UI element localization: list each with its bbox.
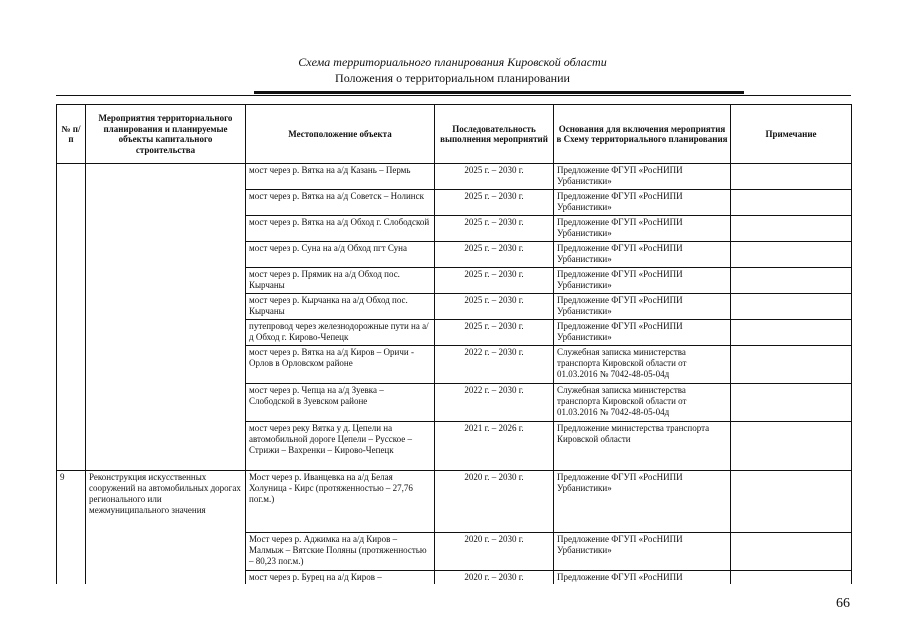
location-cell: мост через р. Вятка на а/д Киров – Оричи - Орлов в Орловском районе bbox=[246, 346, 435, 384]
basis-cell: Предложение ФГУП «РосНИПИ Урбанистики» bbox=[554, 533, 731, 571]
header-rule-thin bbox=[56, 95, 851, 96]
note-cell bbox=[731, 384, 852, 422]
header-location: Местоположение объекта bbox=[246, 105, 435, 164]
location-cell: мост через реку Вятка у д. Цепели на автомобильной дороге Цепели – Русское – Стрижи – Вахренки – Кирово-Чепецк bbox=[246, 422, 435, 471]
basis-cell: Предложение ФГУП «РосНИПИ Урбанистики» bbox=[554, 216, 731, 242]
basis-cell: Предложение министерства транспорта Кировской области bbox=[554, 422, 731, 471]
location-cell: мост через р. Вятка на а/д Обход г. Слободской bbox=[246, 216, 435, 242]
header-number: № п/п bbox=[57, 105, 86, 164]
header-rule-thick bbox=[254, 91, 744, 94]
location-cell: путепровод через железнодорожные пути на а/д Обход г. Кирово-Чепецк bbox=[246, 320, 435, 346]
period-cell: 2025 г. – 2030 г. bbox=[435, 242, 554, 268]
location-cell: мост через р. Чепца на а/д Зуевка – Слободской в Зуевском районе bbox=[246, 384, 435, 422]
note-cell bbox=[731, 216, 852, 242]
location-cell: мост через р. Кырчанка на а/д Обход пос. Кырчаны bbox=[246, 294, 435, 320]
note-cell bbox=[731, 533, 852, 571]
document-title: Схема территориального планирования Кировской области bbox=[298, 55, 607, 69]
period-cell: 2021 г. – 2026 г. bbox=[435, 422, 554, 471]
row-event-cell bbox=[86, 164, 246, 471]
location-cell: мост через р. Вятка на а/д Советск – Нолинск bbox=[246, 190, 435, 216]
note-cell bbox=[731, 571, 852, 585]
page-number: 66 bbox=[836, 596, 850, 611]
basis-cell: Служебная записка министерства транспорта Кировской области от 01.03.2016 № 7042-48-05-04д bbox=[554, 384, 731, 422]
row-event-cell: Реконструкция искусственных сооружений на автомобильных дорогах регионального или межмуниципального значения bbox=[86, 471, 246, 585]
period-cell: 2025 г. – 2030 г. bbox=[435, 320, 554, 346]
basis-cell: Предложение ФГУП «РосНИПИ Урбанистики» bbox=[554, 268, 731, 294]
period-cell: 2022 г. – 2030 г. bbox=[435, 384, 554, 422]
period-cell: 2020 г. – 2030 г. bbox=[435, 471, 554, 533]
location-cell: мост через р. Вятка на а/д Казань – Пермь bbox=[246, 164, 435, 190]
period-cell: 2025 г. – 2030 г. bbox=[435, 294, 554, 320]
location-cell: Мост через р. Аджимка на а/д Киров – Малмыж – Вятские Поляны (протяженностью – 80,23 пог.м.) bbox=[246, 533, 435, 571]
table-header-row bbox=[57, 105, 852, 164]
location-cell: мост через р. Суна на а/д Обход пгт Суна bbox=[246, 242, 435, 268]
location-cell: мост через р. Прямик на а/д Обход пос. Кырчаны bbox=[246, 268, 435, 294]
row-number-cell bbox=[57, 164, 86, 471]
basis-cell: Предложение ФГУП «РосНИПИ Урбанистики» bbox=[554, 294, 731, 320]
note-cell bbox=[731, 294, 852, 320]
planning-table bbox=[56, 104, 852, 585]
note-cell bbox=[731, 320, 852, 346]
note-cell bbox=[731, 268, 852, 294]
header-period: Последовательность выполнения мероприятий bbox=[435, 105, 554, 164]
period-cell: 2020 г. – 2030 г. bbox=[435, 571, 554, 585]
row-number-cell: 9 bbox=[57, 471, 86, 585]
note-cell bbox=[731, 190, 852, 216]
basis-cell: Предложение ФГУП «РосНИПИ bbox=[554, 571, 731, 585]
period-cell: 2025 г. – 2030 г. bbox=[435, 216, 554, 242]
note-cell bbox=[731, 242, 852, 268]
note-cell bbox=[731, 164, 852, 190]
basis-cell: Предложение ФГУП «РосНИПИ Урбанистики» bbox=[554, 190, 731, 216]
period-cell: 2025 г. – 2030 г. bbox=[435, 164, 554, 190]
location-cell: мост через р. Бурец на а/д Киров – bbox=[246, 571, 435, 585]
document-subtitle: Положения о территориальном планировании bbox=[335, 71, 570, 85]
header-basis: Основания для включения мероприятия в Схему территориального планирования bbox=[554, 105, 731, 164]
basis-cell: Предложение ФГУП «РосНИПИ Урбанистики» bbox=[554, 320, 731, 346]
note-cell bbox=[731, 471, 852, 533]
basis-cell: Предложение ФГУП «РосНИПИ Урбанистики» bbox=[554, 164, 731, 190]
basis-cell: Предложение ФГУП «РосНИПИ Урбанистики» bbox=[554, 471, 731, 533]
period-cell: 2020 г. – 2030 г. bbox=[435, 533, 554, 571]
header-note: Примечание bbox=[731, 105, 852, 164]
table-row bbox=[57, 471, 852, 533]
note-cell bbox=[731, 346, 852, 384]
period-cell: 2025 г. – 2030 г. bbox=[435, 190, 554, 216]
note-cell bbox=[731, 422, 852, 471]
basis-cell: Служебная записка министерства транспорта Кировской области от 01.03.2016 № 7042-48-05-04д bbox=[554, 346, 731, 384]
page-bottom-margin bbox=[0, 584, 905, 640]
location-cell: Мост через р. Иванцевка на а/д Белая Холуница - Кирс (протяженностью – 27,76 пог.м.) bbox=[246, 471, 435, 533]
period-cell: 2025 г. – 2030 г. bbox=[435, 268, 554, 294]
basis-cell: Предложение ФГУП «РосНИПИ Урбанистики» bbox=[554, 242, 731, 268]
table-row bbox=[57, 164, 852, 190]
header-event: Мероприятия территориального планирования и планируемые объекты капитального строительства bbox=[86, 105, 246, 164]
period-cell: 2022 г. – 2030 г. bbox=[435, 346, 554, 384]
